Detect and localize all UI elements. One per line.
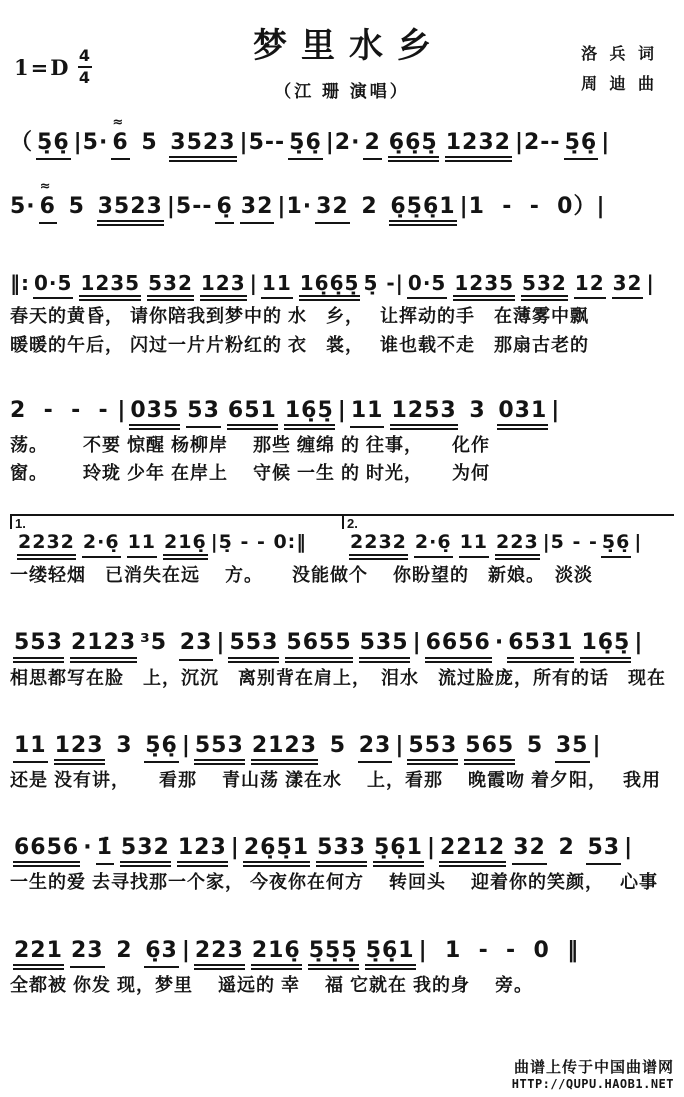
beamed-note-group: 6656 — [13, 836, 80, 867]
beamed-note-group: 11 — [127, 532, 157, 558]
beamed-note-group: 533 — [316, 836, 367, 867]
beamed-note-group: 2232 — [349, 532, 408, 560]
beamed-note-group: 16̣6̣5̣ — [299, 272, 361, 301]
beamed-note-group: 11 — [261, 272, 293, 299]
beamed-note-group: 535 — [359, 631, 410, 662]
beamed-note-group: 6̣ — [215, 195, 233, 224]
beamed-note-group: 553 — [228, 631, 279, 662]
notation-line: ‖: 0·5 1235 532 123 | 11 16̣6̣5̣ 5̣ -| 0·5 1235 532 12 32 | — [10, 260, 674, 301]
music-system-4 — [10, 386, 674, 487]
key-label: 1=D — [14, 54, 71, 80]
site-credit: 曲谱上传于中国曲谱网 — [513, 1059, 674, 1076]
beamed-note-group: 532 — [521, 272, 568, 301]
beamed-note-group: 553 — [407, 734, 458, 765]
lyricist-credit: 洛 兵 词 — [581, 46, 658, 63]
beamed-note-group: 123 — [54, 734, 105, 765]
beamed-note-group: 6̣3 — [144, 939, 179, 968]
beamed-note-group: 1232 — [445, 131, 512, 162]
volta-1-label: 1. — [15, 516, 26, 532]
beamed-note-group: 532 — [120, 836, 171, 867]
time-signature — [78, 48, 92, 86]
mordent-icon: 6 ≈ — [39, 195, 57, 224]
beamed-note-group: 6̣6̣5̣ — [388, 131, 439, 162]
lyrics-line: 一生的爱 去寻找那一个家， 今夜你在何方 转回头 迎着你的笑颜， 心事 — [10, 872, 659, 893]
beamed-note-group: 2123 — [251, 734, 318, 765]
performer-subtitle: （江 珊 演唱） — [274, 82, 410, 101]
notation-line: （ 5̣6̣ |5· 6 ≈ 5 3523 |5-- 5̣6̣ |2· 2 6̣6̣5̣ 1232 |2-- 5̣6̣ | — [10, 118, 674, 162]
notation-line: 6656 · 1̇ 532 123 | 26̣5̣1 533 5̣6̣1 | 2212 32 2 53 | — [10, 823, 674, 867]
beamed-note-group: 5̣6̣ — [288, 131, 323, 160]
beamed-note-group: 23 — [70, 939, 105, 968]
lyrics-line: 荡。 不要 惊醒 杨柳岸 那些 缠绵 的 往事， 化作 — [10, 434, 491, 455]
beamed-note-group: 53 — [586, 836, 621, 865]
beamed-note-group: 565 — [464, 734, 515, 765]
lyrics-line: 全都被 你发 现，梦里 遥远的 幸 福 它就在 我的身 旁。 — [10, 974, 534, 995]
music-system-6 — [10, 618, 674, 690]
beamed-note-group: 2212 — [439, 836, 506, 867]
volta-2-section — [342, 514, 674, 560]
music-system-8 — [10, 823, 674, 895]
beamed-note-group: 32 — [240, 195, 275, 224]
beamed-note-group: 26̣5̣1 — [243, 836, 310, 867]
beamed-note-group: 216̣ — [251, 939, 302, 970]
time-signature-bottom: 4 — [78, 68, 92, 87]
notation-line: 2232 2·6̣ 11 216̣ |5̣ - - 0:‖ — [14, 518, 340, 560]
beamed-note-group: 553 — [13, 631, 64, 662]
music-system-2 — [10, 182, 674, 226]
beamed-note-group: 16̣5̣ — [580, 631, 631, 662]
volta-1-section — [10, 514, 342, 560]
beamed-note-group: 5̣6̣ — [36, 131, 71, 160]
beamed-note-group: 32 — [612, 272, 644, 299]
site-url: HTTP://QUPU.HAOB1.NET — [511, 1077, 674, 1091]
notation-line: 5· 6 ≈ 5 3523 |5-- 6̣ 32 |1· 32 2 6̣5̣6̣1 |1 - - 0）| — [10, 182, 674, 226]
composer-credit: 周 迪 曲 — [581, 76, 658, 94]
time-signature-top: 4 — [78, 46, 92, 65]
beamed-note-group: 16̣5̣ — [284, 399, 335, 430]
beamed-note-group: 23 — [358, 734, 393, 763]
beamed-note-group: 2232 — [17, 532, 76, 560]
beamed-note-group: 1235 — [453, 272, 515, 301]
beamed-note-group: 5̣6̣1 — [373, 836, 424, 867]
beamed-note-group: 5̣6̣ — [564, 131, 599, 160]
mordent-icon: 6 ≈ — [111, 131, 129, 160]
site-watermark — [512, 1056, 674, 1091]
beamed-note-group: 12 — [574, 272, 606, 299]
beamed-note-group: 223 — [495, 532, 540, 560]
beamed-note-group: 2123 — [70, 631, 137, 662]
beamed-note-group: 11 — [13, 734, 48, 763]
beamed-note-group: 216̣ — [163, 532, 208, 560]
lyrics-line: 窗。 玲珑 少年 在岸上 守候 一生 的 时光， 为何 — [10, 463, 491, 484]
beamed-note-group: 5655 — [285, 631, 352, 662]
beamed-note-group: 553 — [194, 734, 245, 765]
notation-line: 11 123 3 5̣6̣ | 553 2123 5 23 | 553 565 5 35 | — [10, 721, 674, 765]
beamed-note-group: 6656 — [425, 631, 492, 662]
beamed-note-group: 1̇ — [96, 836, 114, 865]
beamed-note-group: 1235 — [79, 272, 141, 301]
beamed-note-group: 532 — [147, 272, 194, 301]
beamed-note-group: 32 — [512, 836, 547, 865]
title-block — [8, 10, 676, 102]
beamed-note-group: 11 — [459, 532, 489, 558]
beamed-note-group: 35 — [555, 734, 590, 763]
beamed-note-group: 3523 — [169, 131, 236, 162]
beamed-note-group: 1253 — [390, 399, 457, 430]
notation-line: 553 2123 ³5 23 | 553 5655 535 | 6656 · 6531 16̣5̣ | — [10, 618, 674, 662]
music-system-1 — [10, 118, 674, 162]
beamed-note-group: 23 — [179, 631, 214, 660]
lyrics-line: 一缕轻烟 已消失在远 方。 没能做个 你盼望的 新娘。 淡淡 — [10, 565, 593, 586]
music-system-5 — [10, 514, 674, 588]
beamed-note-group: 6531 — [507, 631, 574, 662]
beamed-note-group: 5̣5̣5̣ — [308, 939, 359, 970]
beamed-note-group: 3523 — [97, 195, 164, 226]
volta-2-label: 2. — [347, 516, 358, 532]
beamed-note-group: 11 — [350, 399, 385, 428]
music-system-3 — [10, 260, 674, 357]
beamed-note-group: 5̣6̣1 — [365, 939, 416, 970]
music-system-9 — [10, 926, 674, 998]
beamed-note-group: 5̣6̣ — [601, 532, 631, 558]
lyrics-line: 相思都写在脸 上，沉沉 离别背在肩上， 泪水 流过脸庞，所有的话 现在 — [10, 667, 666, 688]
beamed-note-group: 53 — [186, 399, 221, 428]
song-title: 梦里水乡 — [253, 27, 445, 65]
music-system-7 — [10, 721, 674, 793]
beamed-note-group: 651 — [227, 399, 278, 430]
beamed-note-group: 031 — [497, 399, 548, 430]
beamed-note-group: 123 — [177, 836, 228, 867]
notation-line: 2 - - - | 035 53 651 16̣5̣ | 11 1253 3 031 | — [10, 386, 674, 430]
credits — [581, 40, 658, 101]
beamed-note-group: 5̣6̣ — [144, 734, 179, 763]
beamed-note-group: 0·5 — [407, 272, 447, 299]
score-body — [8, 114, 676, 998]
beamed-note-group: 32 — [315, 195, 350, 224]
beamed-note-group: 0·5 — [33, 272, 73, 299]
beamed-note-group: 221 — [13, 939, 64, 970]
lyrics-line: 暖暖的午后， 闪过一片片粉红的 衣 裳， 谁也载不走 那扇古老的 — [10, 334, 589, 355]
score-header — [8, 10, 676, 114]
beamed-note-group: 123 — [200, 272, 247, 301]
beamed-note-group: 035 — [129, 399, 180, 430]
lyrics-line: 春天的黄昏， 请你陪我到梦中的 水 乡， 让挥动的手 在薄雾中飘 — [10, 306, 589, 327]
volta-row — [10, 514, 674, 560]
beamed-note-group: 223 — [194, 939, 245, 970]
beamed-note-group: 6̣5̣6̣1 — [389, 195, 456, 226]
beamed-note-group: 2 — [363, 131, 381, 160]
notation-line: 221 23 2 6̣3 | 223 216̣ 5̣5̣5̣ 5̣6̣1 | 1 - - 0 ‖ — [10, 926, 674, 970]
lyrics-line: 还是 没有讲， 看那 青山荡 漾在水 上，看那 晚霞吻 着夕阳， 我用 — [10, 769, 662, 790]
beamed-note-group: 2·6̣ — [82, 532, 121, 558]
key-signature — [14, 48, 92, 86]
notation-line: 2232 2·6̣ 11 223 |5 - - 5̣6̣ | — [346, 518, 672, 560]
beamed-note-group: 2·6̣ — [414, 532, 453, 558]
